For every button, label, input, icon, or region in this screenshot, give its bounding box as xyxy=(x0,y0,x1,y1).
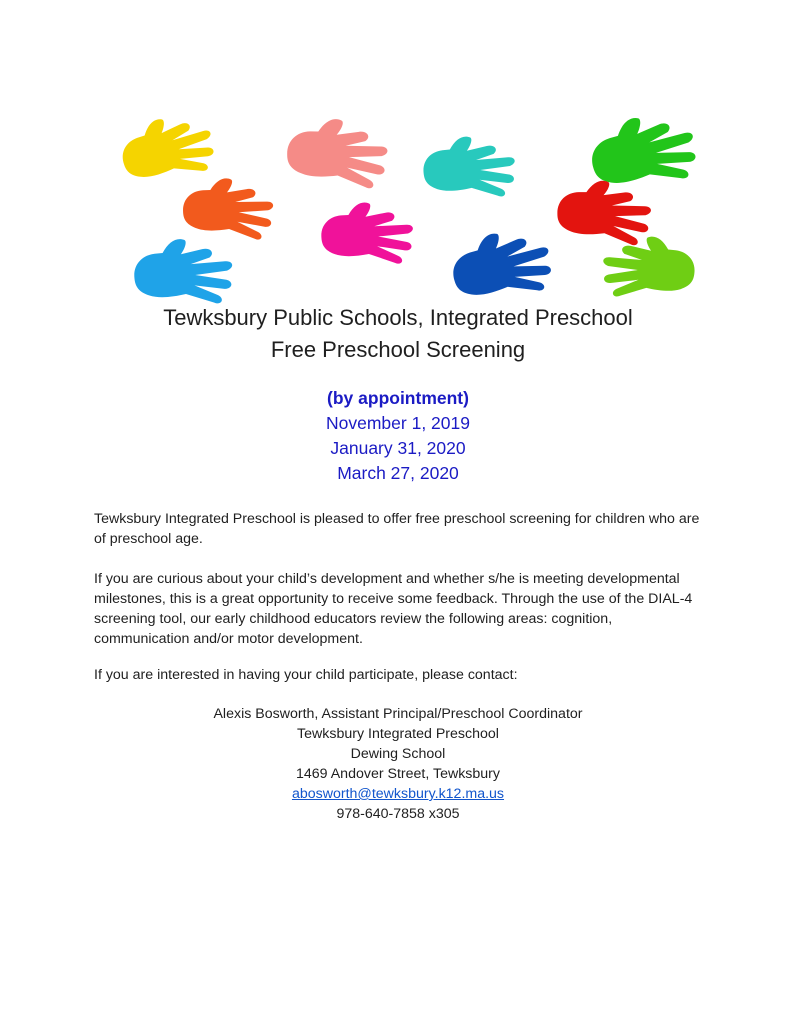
intro-paragraph: Tewksbury Integrated Preschool is pleased to offer free preschool screening for children who are of preschool age. xyxy=(94,511,700,547)
hand-icon xyxy=(306,190,423,274)
date-item: November 1, 2019 xyxy=(326,413,470,433)
appointment-note: (by appointment) xyxy=(327,388,469,408)
details-paragraph: If you are curious about your child’s development and whether s/he is meeting developmental milestones, this is a great opportunity to receive some feedback. Through the use of the DIAL-4 screening tool, our early childhood educators review the following areas: cognition, communication and/or motor development. xyxy=(94,571,693,647)
hands-illustration xyxy=(100,100,720,290)
contact-info xyxy=(0,704,796,824)
hand-icon xyxy=(410,126,525,207)
contact-address: 1469 Andover Street, Tewksbury xyxy=(296,766,500,782)
hand-icon xyxy=(594,226,709,307)
title-line-2: Free Preschool Screening xyxy=(270,337,526,362)
contact-phone: 978-640-7858 x305 xyxy=(336,806,460,822)
screening-dates xyxy=(0,386,796,486)
date-item: January 31, 2020 xyxy=(330,438,466,458)
contact-school: Dewing School xyxy=(350,746,446,762)
hand-icon xyxy=(436,220,562,311)
flyer-title xyxy=(0,302,796,366)
date-item: March 27, 2020 xyxy=(337,463,459,483)
contact-email-link[interactable]: abosworth@tewksbury.k12.ma.us xyxy=(291,786,505,802)
contact-name-title: Alexis Bosworth, Assistant Principal/Preschool Coordinator xyxy=(213,706,583,722)
title-line-1: Tewksbury Public Schools, Integrated Preschool xyxy=(163,305,633,330)
hand-icon xyxy=(269,102,401,202)
contact-intro-paragraph: If you are interested in having your child participate, please contact: xyxy=(94,667,518,683)
contact-org: Tewksbury Integrated Preschool xyxy=(297,726,499,742)
